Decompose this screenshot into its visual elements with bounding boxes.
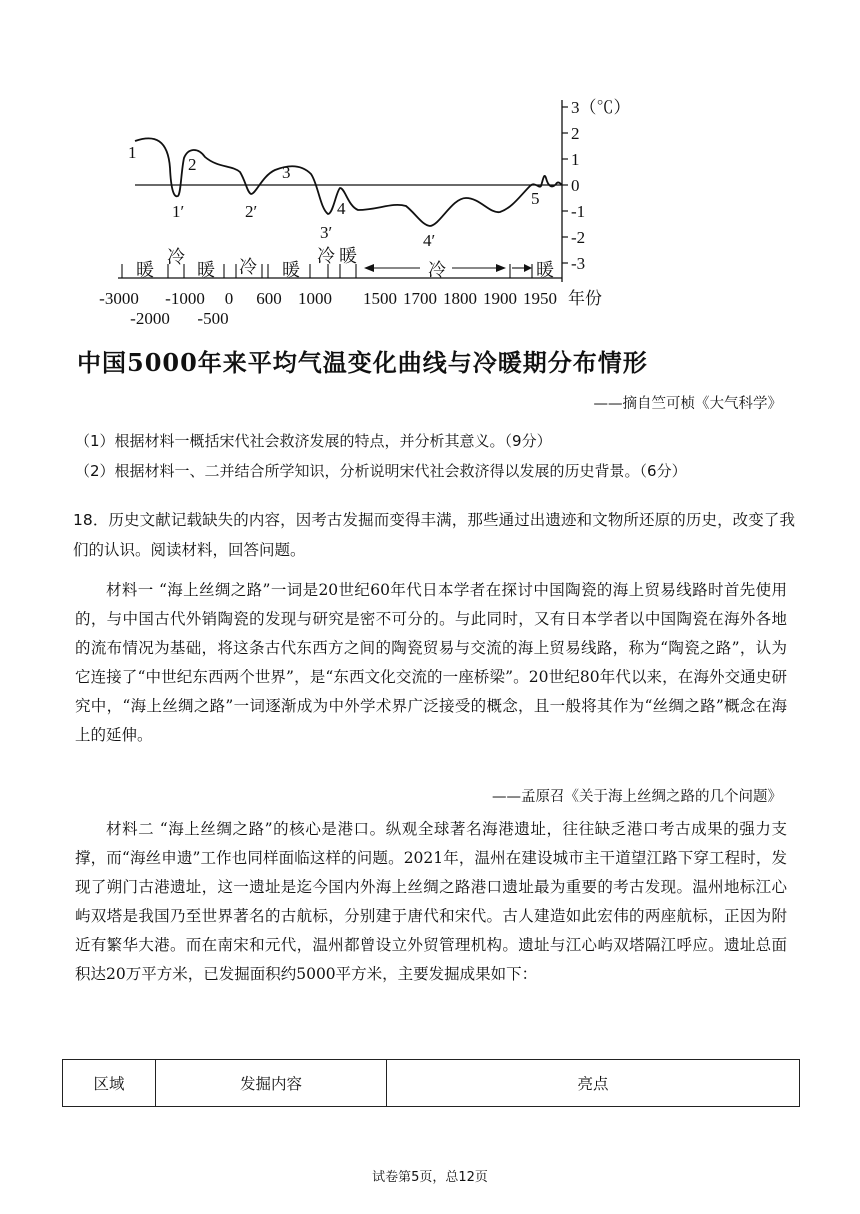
x-tick-label: 1900	[483, 289, 517, 308]
x-tick-label: 1950	[523, 289, 557, 308]
y-tick-label: -1	[571, 202, 586, 221]
y-tick-label: 3（℃）	[571, 98, 631, 117]
curve-label: 4′	[423, 231, 436, 250]
chart-caption: 中国5000年来平均气温变化曲线与冷暖期分布情形	[77, 348, 648, 377]
x-tick-label: 0	[224, 289, 234, 308]
curve-label: 2′	[245, 202, 258, 221]
curve-label: 3′	[320, 223, 333, 242]
question-1: （1）根据材料一概括宋代社会救济发展的特点，并分析其意义。（9分）	[75, 432, 552, 450]
x-tick-label: 1500	[363, 289, 397, 308]
curve-label: 5	[531, 189, 540, 208]
curve-label: 2	[188, 155, 197, 174]
arrow-left-icon	[364, 264, 374, 272]
curve-label: 1	[128, 143, 137, 162]
source-citation: ——摘自竺可桢《大气科学》	[593, 396, 782, 412]
curve-label: 1′	[172, 202, 185, 221]
x-tick-label: -2000	[130, 309, 170, 328]
period-label: 暖	[339, 246, 357, 266]
y-tick-label: 0	[571, 176, 580, 195]
period-label: 暖	[197, 260, 215, 280]
period-label: 冷	[239, 257, 257, 277]
material-1-source: ——孟原召《关于海上丝绸之路的几个问题》	[492, 789, 782, 805]
x-tick-label: -3000	[99, 289, 139, 308]
period-label: 冷	[167, 247, 185, 267]
material-1: 材料一 “海上丝绸之路”一词是20世纪60年代日本学者在探讨中国陶瓷的海上贸易线路时首先使用的，与中国古代外销陶瓷的发现与研究是密不可分的。与此同时，又有日本学者以中国陶瓷在海外各地的流布情况为基础，将这条古代东西方之间的陶瓷贸易与交流的海上贸易线路，称为“陶瓷之路”，认为它连接了“中世纪东西两个世界”，是“东西文化交流的一座桥梁”。20世纪80年代以来，在海外交通史研究中，“海上丝绸之路”一词逐渐成为中外学术界广泛接受的概念，且一般将其作为“丝绸之路”概念在海上的延伸。	[75, 581, 787, 744]
period-label: 暖	[536, 260, 554, 280]
header-highlights: 亮点	[387, 1060, 800, 1107]
curve-label: 3	[282, 163, 291, 182]
x-tick-label: 年份	[568, 289, 602, 308]
material-2: 材料二 “海上丝绸之路”的核心是港口。纵观全球著名海港遗址，往往缺乏港口考古成果的强力支撑，而“海丝申遗”工作也同样面临这样的问题。2021年，温州在建设城市主干道望江路下穿工程时，发现了朔门古港遗址，这一遗址是迄今国内外海上丝绸之路港口遗址最为重要的考古发现。温州地标江心屿双塔是我国乃至世界著名的古航标，分别建于唐代和宋代。古人建造如此宏伟的两座航标，正因为附近有繁华大港。而在南宋和元代，温州都曾设立外贸管理机构。遗址与江心屿双塔隔江呼应。遗址总面积达20万平方米，已发掘面积约5000平方米，主要发掘成果如下：	[75, 820, 787, 983]
y-tick-label: 1	[571, 150, 580, 169]
header-region: 区域	[63, 1060, 156, 1107]
period-label: 冷	[317, 246, 335, 266]
excavation-table	[62, 1059, 800, 1107]
x-tick-label: 1000	[298, 289, 332, 308]
temperature-curve	[135, 138, 562, 226]
question-18-intro: 18．历史文献记载缺失的内容，因考古发掘而变得丰满，那些通过出遗迹和文物所还原的历史，改变了我们的认识。阅读材料，回答问题。	[73, 511, 795, 559]
question-2: （2）根据材料一、二并结合所学知识，分析说明宋代社会救济得以发展的历史背景。（6分）	[75, 462, 687, 480]
curve-label: 4	[337, 199, 346, 218]
y-tick-label: -2	[571, 228, 586, 247]
temperature-chart	[0, 0, 860, 340]
x-tick-label: -500	[197, 309, 229, 328]
arrow-right-icon	[496, 264, 506, 272]
x-tick-label: 1700	[403, 289, 437, 308]
arrow-right-icon	[524, 264, 532, 272]
x-tick-label: -1000	[165, 289, 205, 308]
x-tick-label: 1800	[443, 289, 477, 308]
y-tick-label: 2	[571, 124, 580, 143]
table-header-row	[63, 1060, 800, 1107]
y-tick-label: -3	[571, 254, 586, 273]
period-label: 暖	[136, 260, 154, 280]
page-footer: 试卷第5页，总12页	[372, 1170, 488, 1185]
x-tick-label: 600	[256, 289, 282, 308]
period-label: 冷	[428, 260, 446, 280]
header-content: 发掘内容	[156, 1060, 387, 1107]
y-tick-marks	[562, 107, 568, 263]
period-label: 暖	[282, 260, 300, 280]
